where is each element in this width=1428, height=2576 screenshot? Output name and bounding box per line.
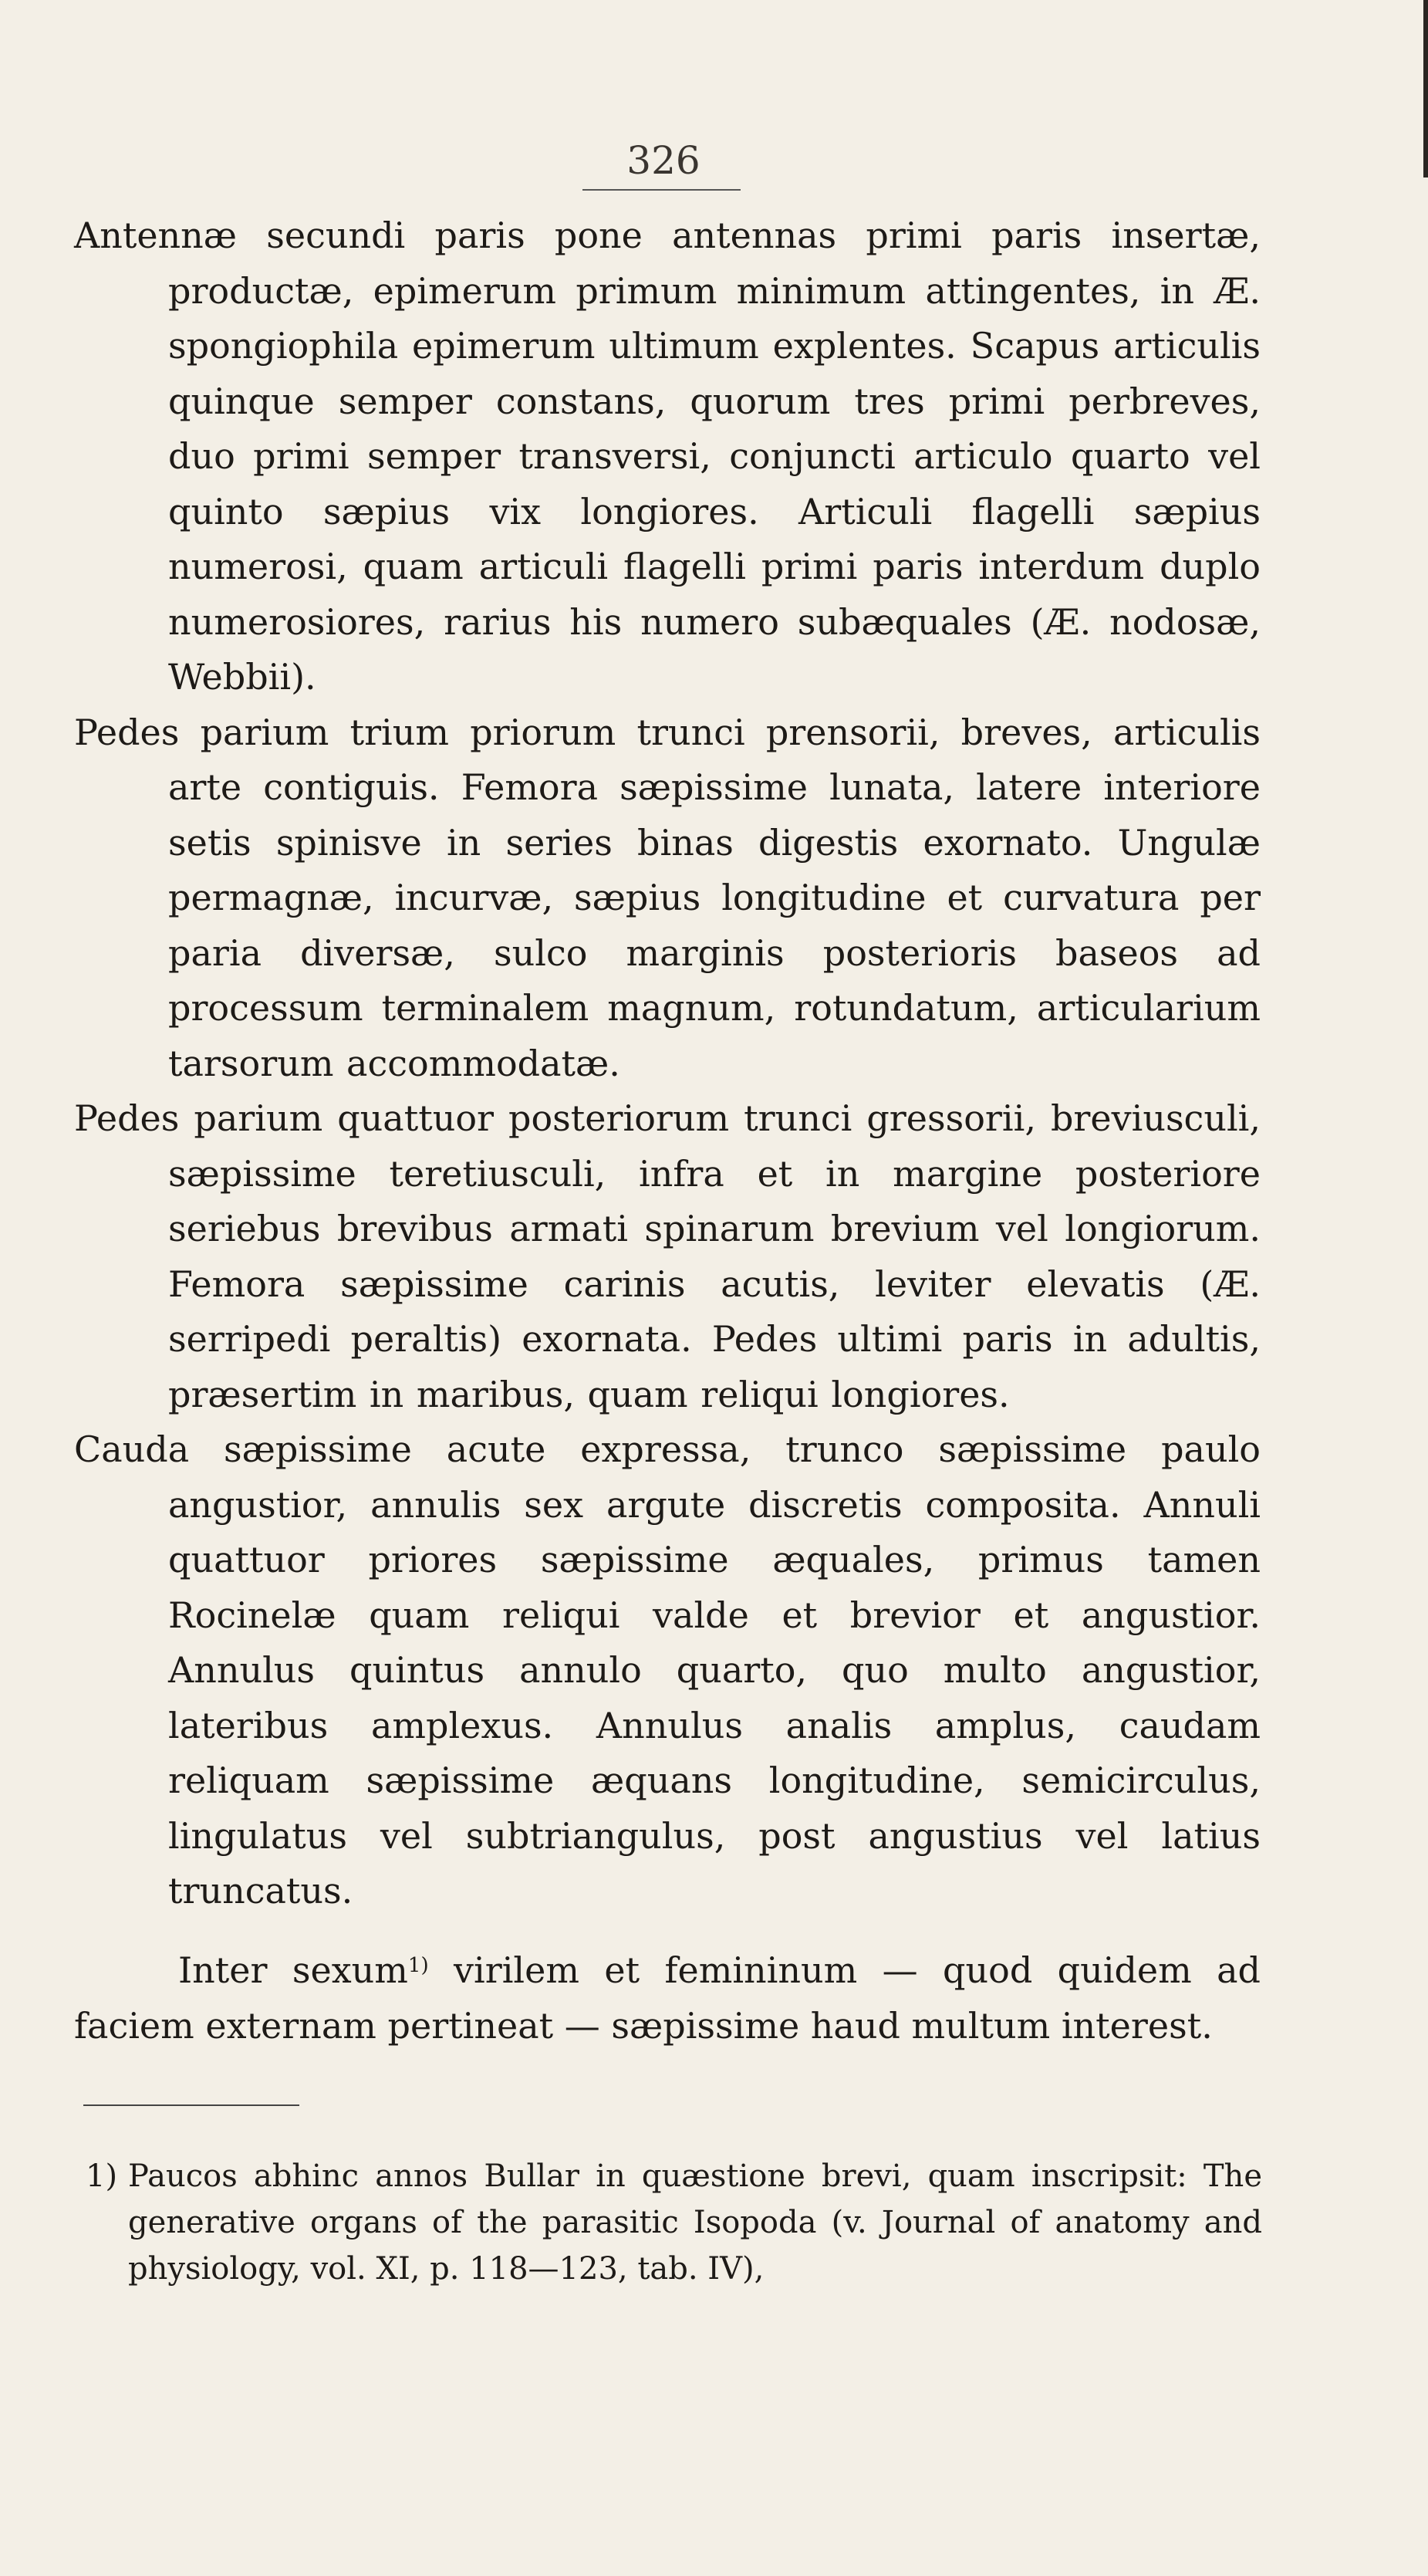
header-rule xyxy=(582,189,741,191)
footnote-rule xyxy=(83,2104,299,2106)
paragraph-sexus-end: virilem et femininum — quod quidem ad faciem externam pertineat — sæpissime haud multum interest. xyxy=(74,1949,1261,2047)
page-number: 326 xyxy=(626,138,700,183)
paragraph-pedes-anteriores: Pedes parium trium priorum trunci prensorii, breves, articulis arte contiguis. Femora sæpissime lunata, latere interiore setis spinisve in series binas digestis exornato. Ungulæ permagnæ, incurvæ, sæpius longitudine et curvatura per paria diversæ, sulco marginis posterioris baseos ad processum terminalem magnum, rotundatum, articularium tarsorum accommodatæ. xyxy=(74,711,1261,1084)
paragraph-sexus-start: Inter sexum xyxy=(178,1949,408,1991)
paragraph-pedes-posteriores: Pedes parium quattuor posteriorum trunci gressorii, breviusculi, sæpissime teretiusculi, infra et in margine posteriore seriebus brevibus armati spinarum brevium vel longiorum. Femora sæpissime carinis acutis, leviter elevatis (Æ. serripedi peraltis) exornata. Pedes ultimi paris in adultis, præsertim in maribus, quam reliqui longiores. xyxy=(74,1097,1261,1415)
page-edge-shadow xyxy=(1423,0,1428,177)
footnote-text: Paucos abhinc annos Bullar in quæstione brevi, quam inscripsit: The generative organs of the parasitic Isopoda (v. Journal of anatomy and physiology, vol. XI, p. 118—123, tab. IV), xyxy=(128,2158,1262,2287)
footnote-reference[interactable]: 1) xyxy=(407,1954,429,1977)
footnote xyxy=(86,2153,1262,2292)
paragraph-cauda: Cauda sæpissime acute expressa, trunco sæpissime paulo angustior, annulis sex argute discretis composita. Annuli quattuor priores sæpissime æquales, primus tamen Rocinelæ quam reliqui valde et brevior et angustior. Annulus quintus annulo quarto, quo multo angustior, lateribus amplexus. Annulus analis amplus, caudam reliquam sæpissime æquans longitudine, semicirculus, lingulatus vel subtriangulus, post angustius vel latius truncatus. xyxy=(74,1428,1261,1912)
main-text xyxy=(74,208,1261,1919)
paragraph-sexus xyxy=(74,1943,1261,2054)
footnote-marker: 1) xyxy=(86,2158,118,2194)
paragraph-antennae: Antennæ secundi paris pone antennas primi paris insertæ, productæ, epimerum primum minimum attingentes, in Æ. spongiophila epimerum ultimum explentes. Scapus articulis quinque semper constans, quorum tres primi perbreves, duo primi semper transversi, conjuncti articulo quarto vel quinto sæpius vix longiores. Articuli flagelli sæpius numerosi, quam articuli flagelli primi paris interdum duplo numerosiores, rarius his numero subæquales (Æ. nodosæ, Webbii). xyxy=(74,215,1261,698)
